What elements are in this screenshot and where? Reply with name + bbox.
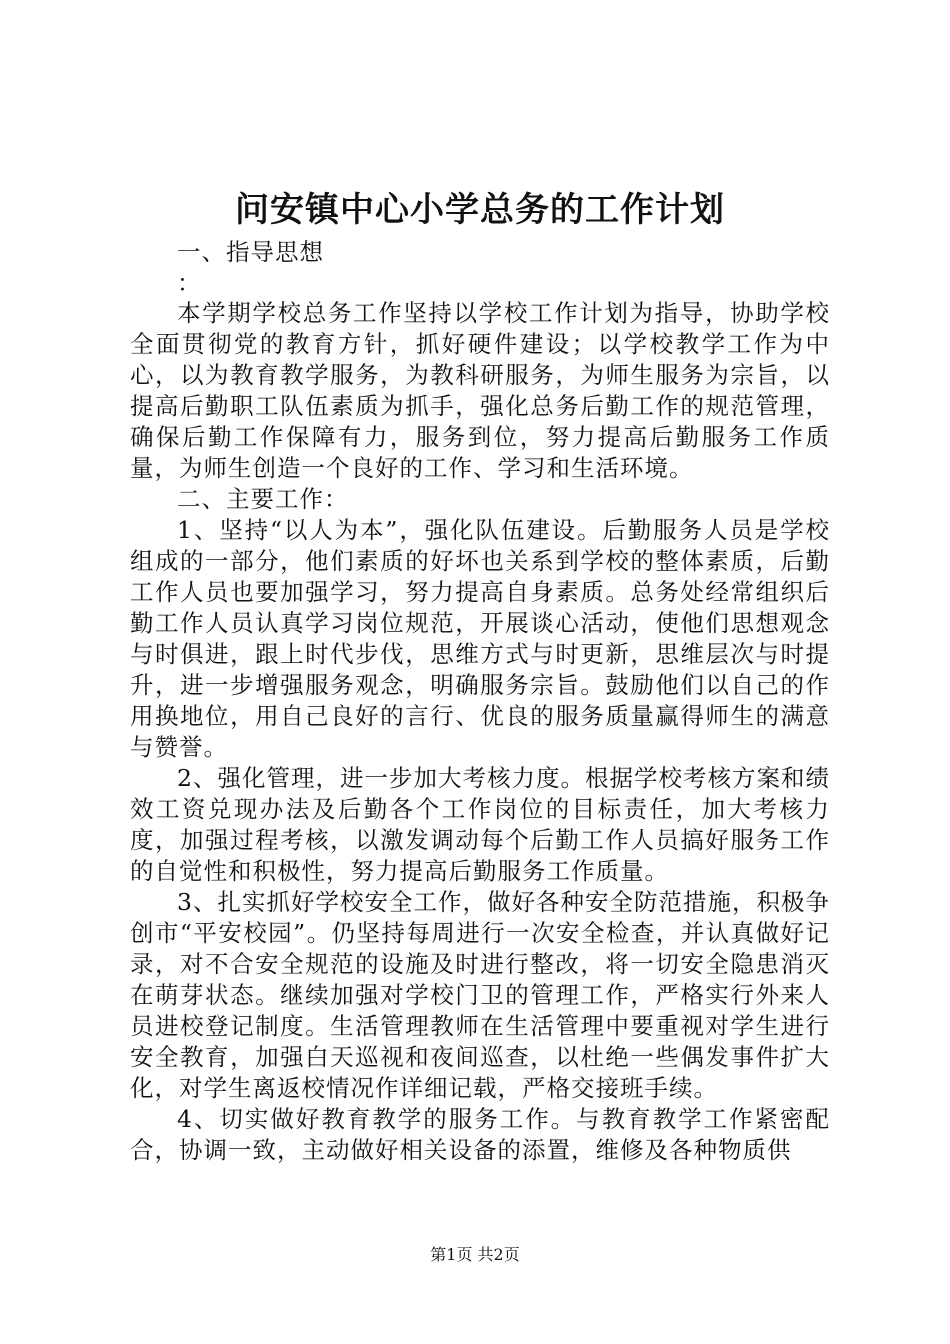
paragraph-item-2: 2、强化管理，进一步加大考核力度。根据学校考核方案和绩效工资兑现办法及后勤各个工作岗位的目标责任，加大考核力度，加强过程考核，以激发调动每个后勤工作人员搞好服务工作的自觉性和积极性，努力提高后勤服务工作质量。 [130,764,830,885]
paragraph-item-4: 4、切实做好教育教学的服务工作。与教育教学工作紧密配合，协调一致，主动做好相关设备的添置，维修及各种物质供 [130,1105,830,1164]
paragraph-item-3: 3、扎实抓好学校安全工作，做好各种安全防范措施，积极争创市“平安校园”。仍坚持每周进行一次安全检查，并认真做好记录，对不合安全规范的设施及时进行整改，将一切安全隐患消灭在萌芽状态。继续加强对学校门卫的管理工作，严格实行外来人员进校登记制度。生活管理教师在生活管理中要重视对学生进行安全教育，加强白天巡视和夜间巡查，以杜绝一些偶发事件扩大化，对学生离返校情况作详细记载，严格交接班手续。 [130,888,830,1102]
paragraph-item-1: 1、坚持“以人为本”，强化队伍建设。后勤服务人员是学校组成的一部分，他们素质的好坏也关系到学校的整体素质，后勤工作人员也要加强学习，努力提高自身素质。总务处经常组织后勤工作人员认真学习岗位规范，开展谈心活动，使他们思想观念与时俱进，跟上时代步伐，思维方式与时更新，思维层次与时提升，进一步增强服务观念，明确服务宗旨。鼓励他们以自己的作用换地位，用自己良好的言行、优良的服务质量赢得师生的满意与赞誉。 [130,516,830,761]
paragraph-guiding-ideology: 本学期学校总务工作坚持以学校工作计划为指导，协助学校全面贯彻党的教育方针，抓好硬件建设；以学校教学工作为中心，以为教育教学服务，为教科研服务，为师生服务为宗旨，以提高后勤职工队伍素质为抓手，强化总务后勤工作的规范管理，确保后勤工作保障有力，服务到位，努力提高后勤服务工作质量，为师生创造一个良好的工作、学习和生活环境。 [130,299,830,482]
stray-colon: ： [177,269,202,297]
document-title: 问安镇中心小学总务的工作计划 [235,190,725,230]
page-footer: 第1页 共2页 [430,1245,520,1264]
section-heading-guiding-ideology: 一、指导思想 [177,238,324,266]
document-page [130,0,830,1344]
document-body [130,237,830,1166]
section-heading-main-work: 二、主要工作： [177,485,349,513]
